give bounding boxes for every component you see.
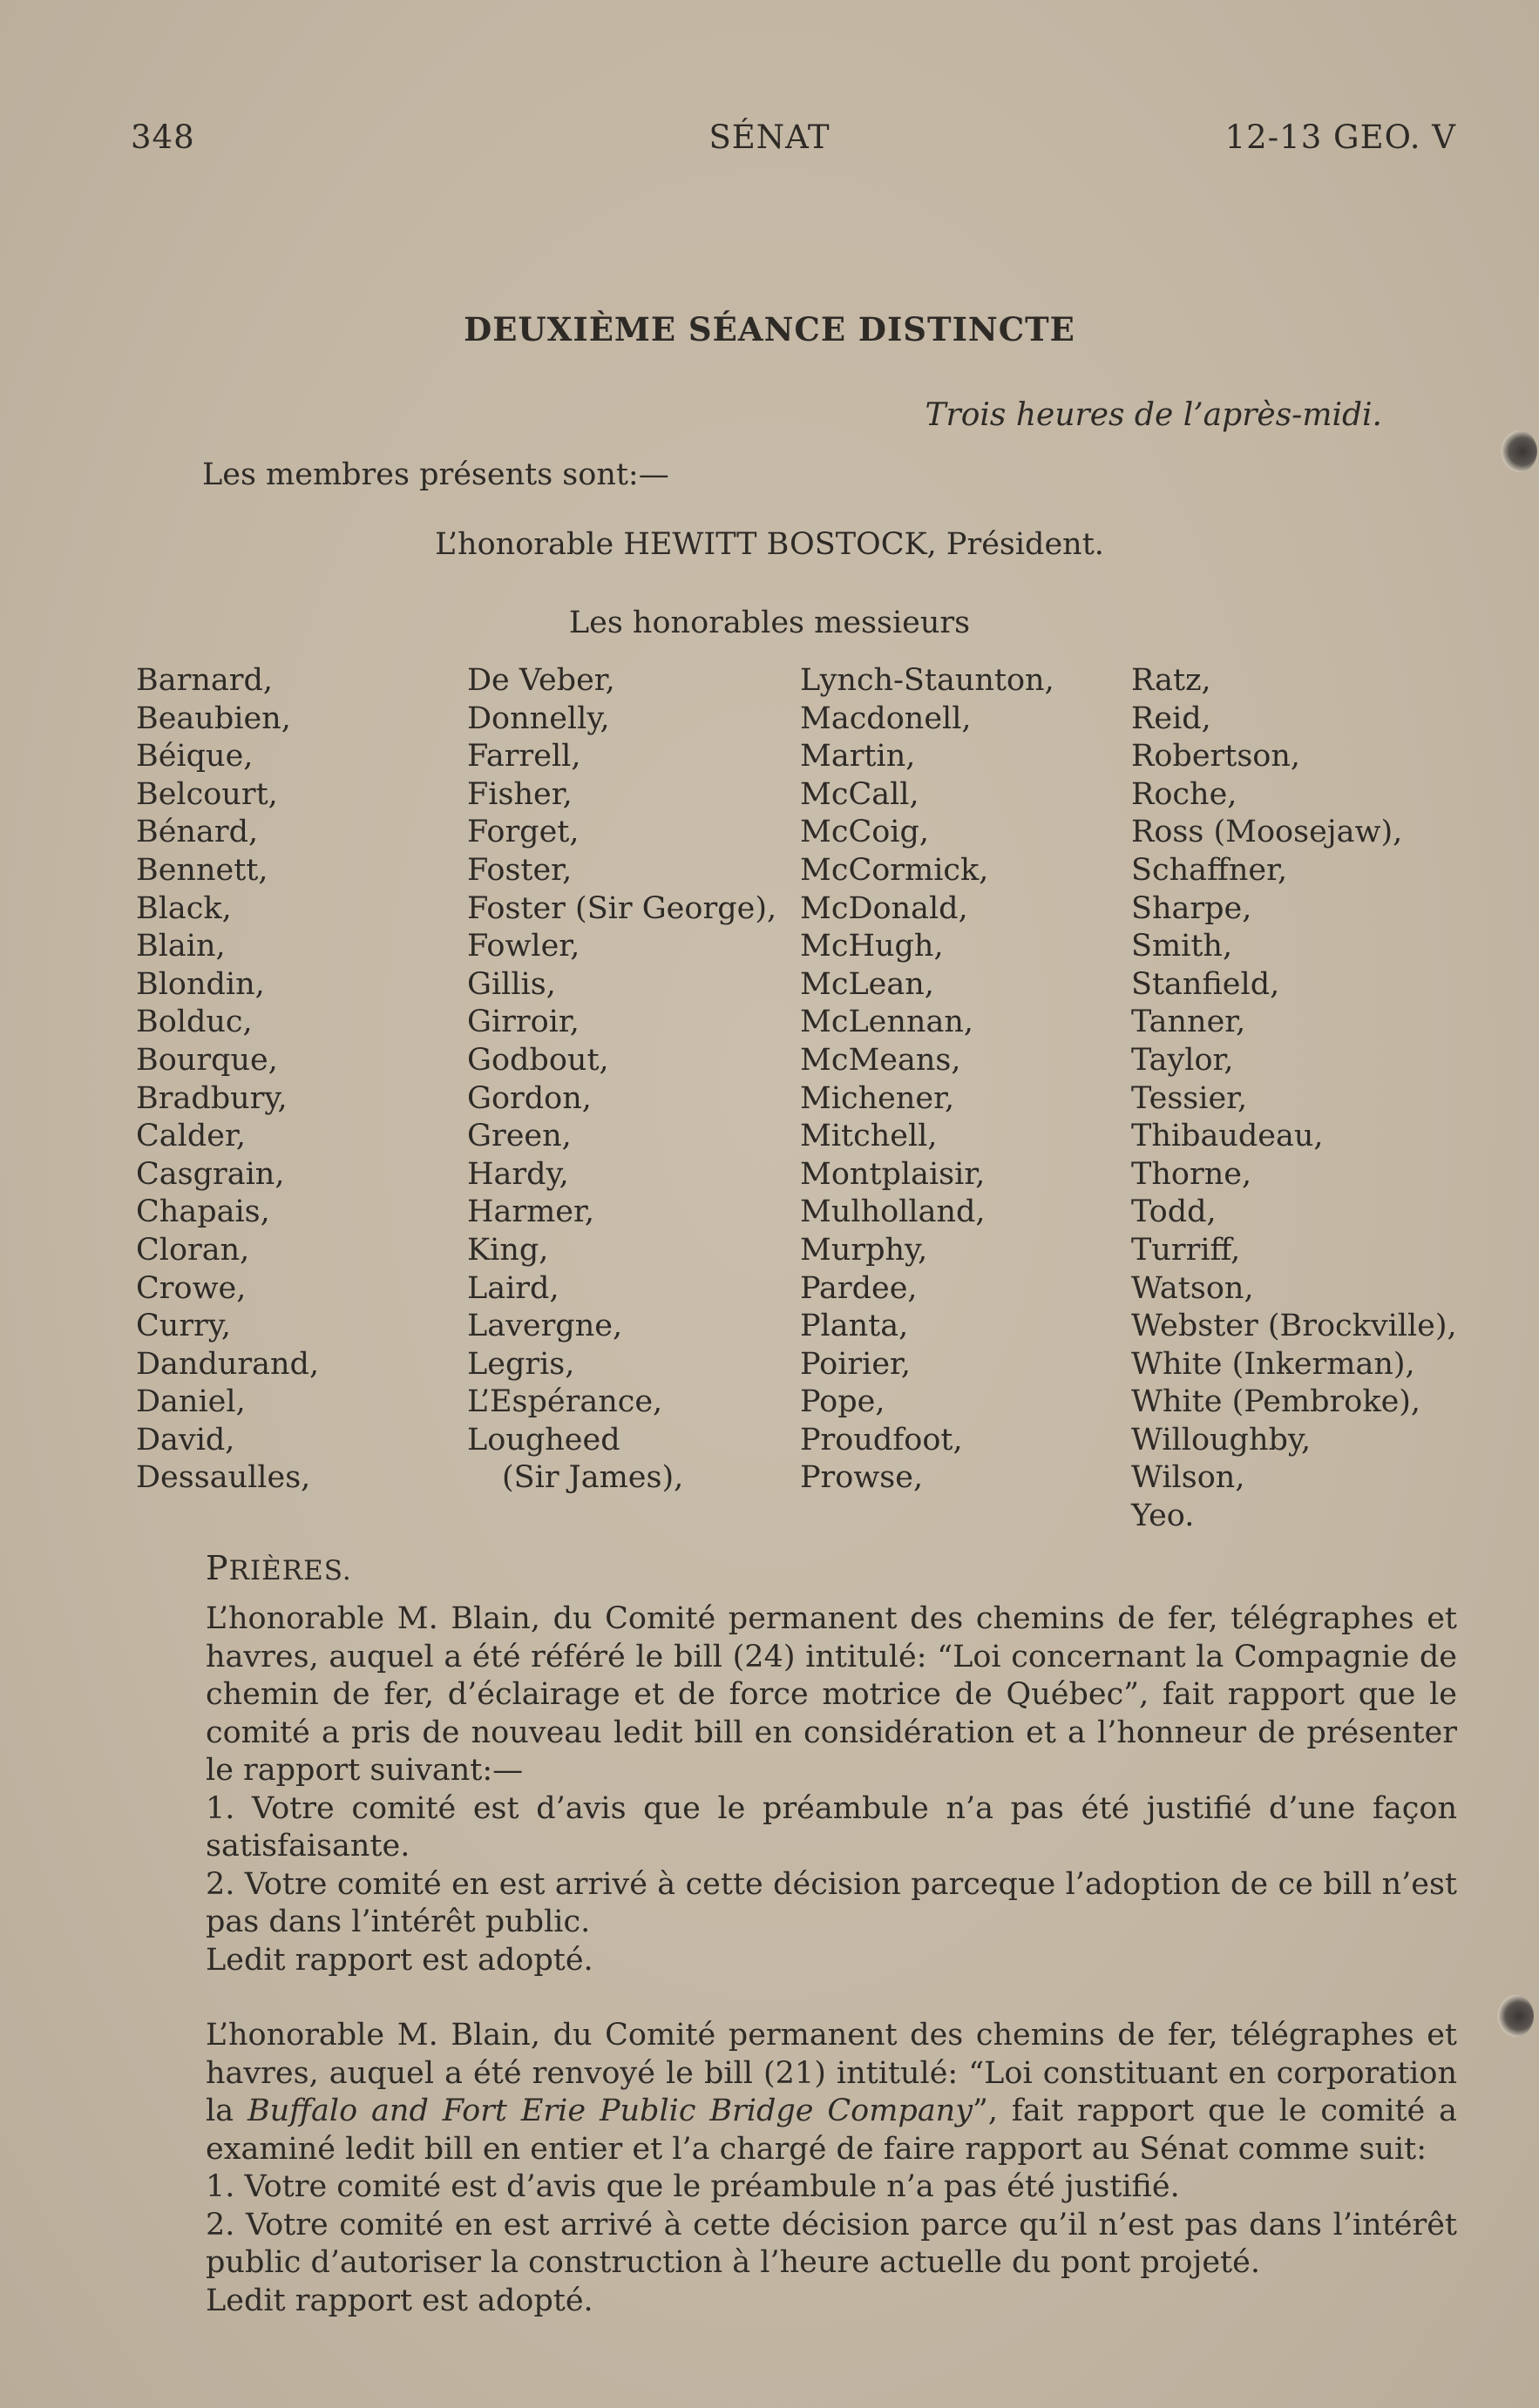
prayers-rest: RIÈRES. [228,1555,352,1586]
member-name: Black, [136,890,232,926]
member-name: Tessier, [1131,1080,1248,1116]
report-2-adopted: Ledit rapport est adopté. [206,2283,593,2318]
member-name: Dandurand, [136,1346,320,1382]
member-name: White (Pembroke), [1131,1384,1421,1420]
member-name: White (Inkerman), [1131,1346,1415,1382]
punch-hole-bottom [1497,1995,1534,2037]
member-name: Watson, [1131,1270,1254,1306]
member-name: King, [467,1232,549,1268]
member-name: Beaubien, [136,700,291,736]
report-1-adopted: Ledit rapport est adopté. [206,1942,593,1978]
section-title: DEUXIÈME SÉANCE DISTINCTE [464,310,1075,348]
member-name: Gillis, [467,966,556,1002]
report-1-intro: L’honorable M. Blain, du Comité permanent des chemins de fer, télégraphes et havres, auquel a été référé le bill (24) intitulé: “Loi concernant la Compagnie de chemin de fer, d’éclairage et de force motrice de Québec”, fait rapport que le comité a pris de nouveau ledit bill en considération et a l’honneur de présenter le rapport suivant:— [206,1601,1457,1788]
member-name: McHugh, [800,929,944,964]
member-name: Lynch-Staunton, [800,663,1054,698]
prayers-initial: P [206,1549,229,1587]
member-name: Lougheed [467,1422,620,1458]
member-name: Thorne, [1131,1156,1252,1192]
members-intro: Les membres présents sont:— [202,457,669,492]
member-name: Bennett, [136,852,268,888]
member-name: Gordon, [467,1080,592,1116]
member-name: Bourque, [136,1042,278,1078]
page-number: 348 [131,118,195,156]
member-name: McLennan, [800,1004,974,1040]
member-name: Legris, [467,1346,575,1382]
member-name: Prowse, [800,1460,924,1496]
member-name: Thibaudeau, [1131,1119,1324,1154]
member-name: Farrell, [467,739,581,774]
member-name: Donnelly, [467,700,610,736]
member-name: Tanner, [1131,1004,1246,1040]
member-name: Fisher, [467,776,573,812]
report-2-company-name: Buffalo and Fort Erie Public Bridge Company [247,2093,973,2128]
member-name: Harmer, [467,1194,595,1230]
member-name: Wilson, [1131,1460,1245,1496]
member-name: Béique, [136,739,254,774]
member-name: Green, [467,1119,572,1154]
member-name: Stanfield, [1131,966,1280,1002]
member-name: McDonald, [800,890,968,926]
member-name: Girroir, [467,1004,580,1040]
report-2-intro-a: L’honorable M. Blain, du Comité permanent des chemins de fer, télégraphes et havres, auquel a été renvoyé le bill (21) intitulé: “Loi constituant en corporation la [206,2018,1457,2128]
member-name: Macdonell, [800,700,972,736]
member-name: Foster, [467,852,573,888]
member-name: Smith, [1131,929,1233,964]
report-1-item-2: 2. Votre comité en est arrivé à cette décision parceque l’adoption de ce bill n’est pas dans l’intérêt public. [206,1866,1457,1939]
prayers-heading [206,1549,352,1587]
report-1 [136,1600,1457,1979]
member-name: McCoig, [800,815,930,850]
member-name: Bénard, [136,815,259,850]
member-name: Michener, [800,1080,955,1116]
sitting-time: Trois heures de l’après-midi. [925,397,1382,433]
member-name: (Sir James), [502,1460,684,1496]
member-name: Blain, [136,929,226,964]
member-name: Yeo. [1131,1498,1195,1534]
member-name: Lavergne, [467,1309,623,1344]
member-name: Pope, [800,1384,885,1420]
member-name: Dessaulles, [136,1460,311,1496]
report-2-item-1: 1. Votre comité est d’avis que le préambule n’a pas été justifié. [206,2169,1180,2204]
member-name: Curry, [136,1309,232,1344]
member-name: Pardee, [800,1270,918,1306]
member-name: David, [136,1422,235,1458]
members-column-2 [467,662,776,1498]
members-column-3 [800,662,1054,1498]
member-name: Sharpe, [1131,890,1252,926]
member-name: Barnard, [136,663,273,698]
member-name: Taylor, [1131,1042,1234,1078]
member-name: McLean, [800,966,934,1002]
member-name: Poirier, [800,1346,912,1382]
president-line: L’honorable HEWITT BOSTOCK, Président. [435,527,1104,562]
member-name: Robertson, [1131,739,1301,774]
member-name: Planta, [800,1309,909,1344]
honorables-heading: Les honorables messieurs [568,605,971,640]
member-name: McCall, [800,776,919,812]
member-name: Murphy, [800,1232,928,1268]
member-name: McMeans, [800,1042,961,1078]
member-name: Belcourt, [136,776,278,812]
member-name: Mitchell, [800,1119,938,1154]
members-column-1 [136,662,319,1498]
member-name: L’Espérance, [467,1384,663,1420]
member-name: Ross (Moosejaw), [1131,815,1403,850]
member-name: McCormick, [800,852,989,888]
member-name: Blondin, [136,966,265,1002]
member-name: Crowe, [136,1270,247,1306]
report-2-intro [136,2017,1457,2168]
member-name: De Veber, [467,663,615,698]
member-name: Proudfoot, [800,1422,963,1458]
member-name: Montplaisir, [800,1156,986,1192]
member-name: Godbout, [467,1042,609,1078]
report-1-item-1: 1. Votre comité est d’avis que le préambule n’a pas été justifié d’une façon satisfaisante. [206,1790,1457,1863]
member-name: Bradbury, [136,1080,288,1116]
running-head: SÉNAT [708,118,831,156]
member-name: Webster (Brockville), [1131,1309,1457,1344]
member-name: Schaffner, [1131,852,1288,888]
member-name: Daniel, [136,1384,246,1420]
report-2-item-2: 2. Votre comité en est arrivé à cette décision parce qu’il n’est pas dans l’intérêt public d’autoriser la construction à l’heure actuelle du pont projeté. [206,2207,1457,2280]
member-name: Martin, [800,739,916,774]
report-2 [136,2017,1457,2320]
member-name: Todd, [1131,1194,1217,1230]
member-name: Forget, [467,815,580,850]
member-name: Mulholland, [800,1194,986,1230]
report-2-intro-b: ”, fait rapport que le comité a examiné ledit bill en entier et l’a chargé de faire rapport au Sénat comme suit: [206,2093,1457,2167]
member-name: Roche, [1131,776,1237,812]
member-name: Hardy, [467,1156,569,1192]
member-name: Foster (Sir George), [467,890,777,926]
member-name: Turriff, [1131,1232,1241,1268]
punch-hole-top [1501,430,1537,472]
member-name: Calder, [136,1119,246,1154]
member-name: Cloran, [136,1232,250,1268]
session-label: 12-13 GEO. V [1224,118,1456,156]
member-name: Bolduc, [136,1004,253,1040]
member-name: Chapais, [136,1194,270,1230]
member-name: Ratz, [1131,663,1211,698]
members-column-4 [1131,662,1457,1536]
member-name: Casgrain, [136,1156,285,1192]
member-name: Willoughby, [1131,1422,1312,1458]
member-name: Reid, [1131,700,1211,736]
member-name: Laird, [467,1270,559,1306]
member-name: Fowler, [467,929,580,964]
